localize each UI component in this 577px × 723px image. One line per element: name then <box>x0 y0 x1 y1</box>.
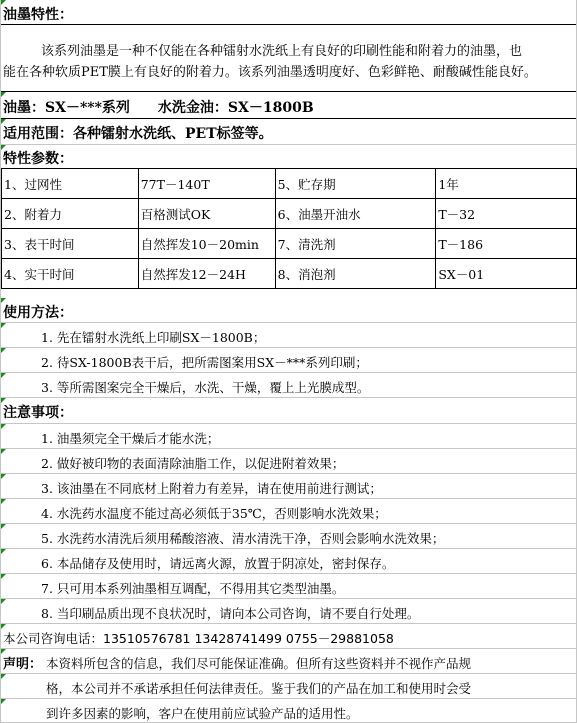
param-value: 77T－140T <box>138 169 275 199</box>
param-value: 百格测试OK <box>138 199 275 229</box>
note-item: 4. 水洗药水温度不能过高必须低于35℃，否则影响水洗效果； <box>41 506 387 521</box>
param-value: SX－01 <box>436 259 577 289</box>
param-value: T－186 <box>436 229 577 259</box>
note-item: 2. 做好被印物的表面清除油脂工作，以促进附着效果； <box>41 456 345 471</box>
ink-line: 油墨：SX－***系列 水洗金油：SX－1800B <box>3 100 314 116</box>
statement-label: 声明： <box>3 657 43 672</box>
table-row <box>2 199 577 229</box>
contact-row <box>1 624 576 649</box>
ink-properties-heading-row <box>1 0 576 25</box>
param-value: 1年 <box>436 169 577 199</box>
note-item: 6. 本品储存及使用时，请远离火源，放置于阴凉处，密封保存。 <box>41 556 395 571</box>
list-item <box>1 549 576 574</box>
param-label: 1、过网性 <box>2 169 139 199</box>
note-item: 8. 当印刷品质出现不良状况时，请向本公司咨询，请不要自行处理。 <box>41 606 420 621</box>
usage-heading-row <box>1 298 576 323</box>
usage-item: 3. 等所需图案完全干燥后，水洗、干燥，覆上上光膜成型。 <box>41 380 370 395</box>
param-value: 自然挥发10－20min <box>138 229 275 259</box>
note-item: 1. 油墨须完全干燥后才能水洗； <box>41 431 220 446</box>
param-label: 4、实干时间 <box>2 259 139 289</box>
param-label: 5、贮存期 <box>275 169 436 199</box>
desc-line-2: 能在各种软质PET膜上有良好的附着力。该系列油墨透明度好、色彩鲜艳、耐酸碱性能良好。 <box>3 65 537 80</box>
param-label: 8、消泡剂 <box>275 259 436 289</box>
ink-properties-heading: 油墨特性： <box>3 7 73 23</box>
notes-heading: 注意事项： <box>3 405 73 421</box>
list-item <box>1 449 576 474</box>
param-value: 自然挥发12－24H <box>138 259 275 289</box>
param-label: 7、清洗剂 <box>275 229 436 259</box>
ink-properties-desc-row <box>1 25 576 92</box>
statement-line-1: 本资料所包含的信息，我们尽可能保证准确。但所有这些资料并不视作产品规 <box>46 656 472 671</box>
usage-item: 1. 先在镭射水洗纸上印刷SX－1800B； <box>41 330 266 345</box>
note-item: 3. 该油墨在不同底材上附着力有差异，请在使用前进行测试； <box>41 481 382 496</box>
list-item <box>1 574 576 599</box>
params-heading: 特性参数： <box>3 151 73 167</box>
statement-line-3: 到许多因素的影响，客户在使用前应试验产品的适用性。 <box>46 706 359 721</box>
scope-row <box>1 119 576 145</box>
table-row <box>2 229 577 259</box>
list-item <box>1 499 576 524</box>
table-row <box>2 169 577 199</box>
param-value: T－32 <box>436 199 577 229</box>
params-heading-row <box>1 145 576 168</box>
scope-line: 适用范围：各种镭射水洗纸、PET标签等。 <box>3 126 273 142</box>
list-item <box>1 474 576 499</box>
param-label: 6、油墨开油水 <box>275 199 436 229</box>
statement-row-3 <box>1 699 576 723</box>
usage-item: 2. 待SX-1800B表干后，把所需图案用SX－***系列印刷； <box>41 355 368 370</box>
statement-row-2 <box>1 674 576 699</box>
list-item <box>1 424 576 449</box>
table-row <box>2 259 577 289</box>
notes-heading-row <box>1 398 576 424</box>
statement-line-2: 格，本公司并不承诺承担任何法律责任。鉴于我们的产品在加工和使用时会受 <box>46 681 472 696</box>
note-item: 7. 只可用本系列油墨相互调配，不得用其它类型油墨。 <box>41 581 345 596</box>
param-label: 3、表干时间 <box>2 229 139 259</box>
list-item <box>1 524 576 549</box>
list-item <box>1 323 576 348</box>
contact-line: 本公司咨询电话：13510576781 13428741499 0755－29881058 <box>3 631 394 646</box>
note-item: 5. 水洗药水清洗后须用稀酸溶液、清水清洗干净，否则会影响水洗效果； <box>41 531 445 546</box>
desc-line-1: 该系列油墨是一种不仅能在各种镭射水洗纸上有良好的印刷性能和附着力的油墨，也 <box>41 44 523 59</box>
list-item <box>1 599 576 624</box>
usage-heading: 使用方法： <box>3 305 73 321</box>
ink-line-row <box>1 92 576 119</box>
params-table <box>1 168 577 289</box>
param-label: 2、附着力 <box>2 199 139 229</box>
statement-row-1 <box>1 649 576 674</box>
list-item <box>1 373 576 398</box>
list-item <box>1 348 576 373</box>
